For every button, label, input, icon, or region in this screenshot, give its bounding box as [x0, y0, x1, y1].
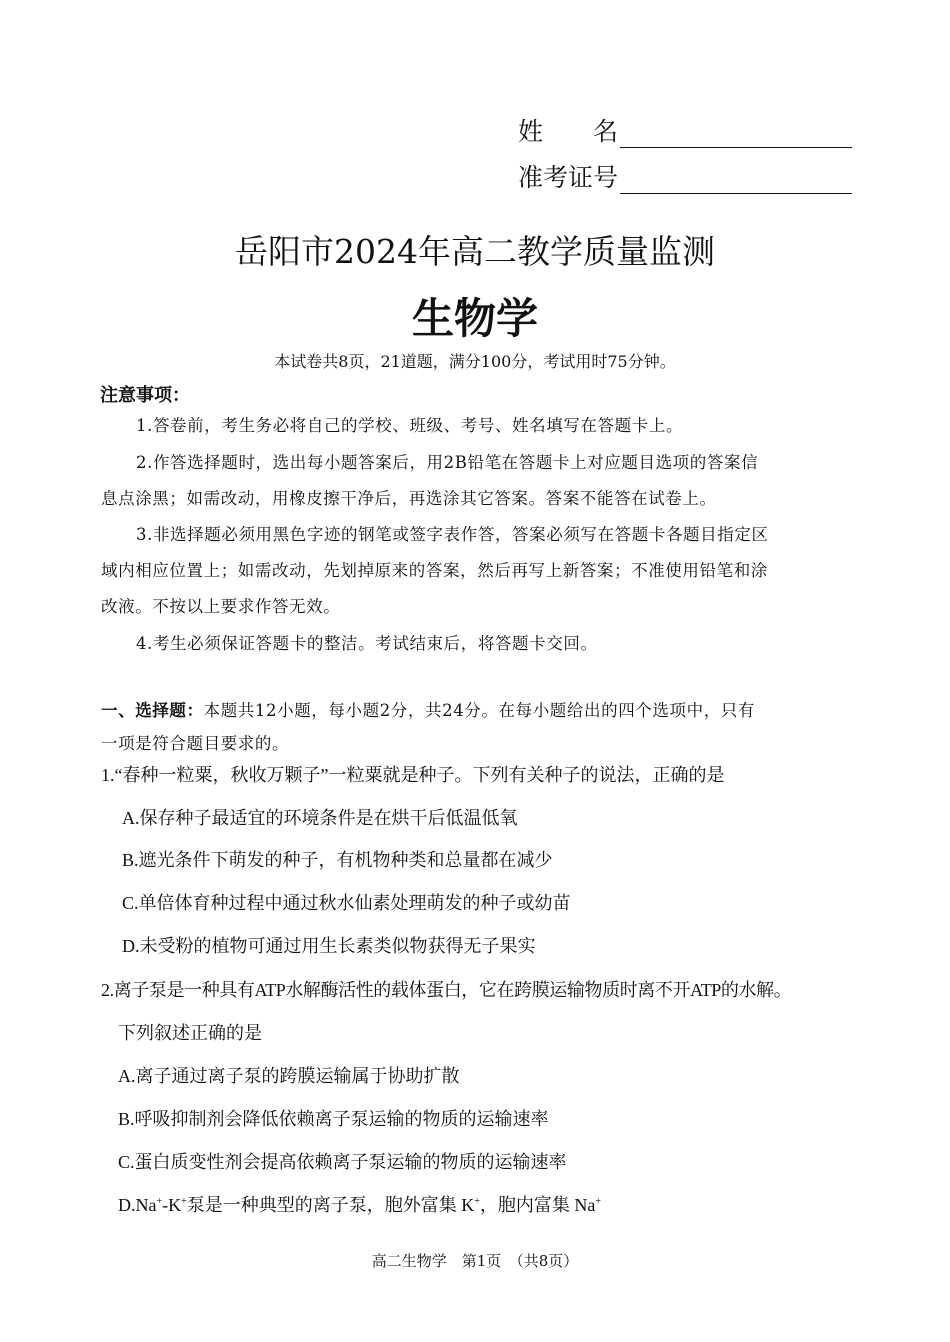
section-1-line-2: 一项是符合题目要求的。 [101, 734, 290, 753]
section-1-line-1 [101, 697, 755, 721]
notice-heading: 注意事项： [100, 385, 190, 406]
notice-item-2-line-2: 息点涂黑；如需改动，用橡皮擦干净后，再选涂其它答案。答案不能答在试卷上。 [101, 489, 717, 508]
section-1-heading: 一、选择题： [101, 701, 204, 720]
exam-id-label: 准考证号 [518, 163, 619, 192]
q1-stem: 1.“春种一粒粟，秋收万颗子”一粒粟就是种子。下列有关种子的说法，正确的是 [101, 765, 725, 785]
q1-option-c: C.单倍体育种过程中通过秋水仙素处理萌发的种子或幼苗 [122, 893, 571, 913]
section-1-desc: 本题共12小题，每小题2分，共24分。在每小题给出的四个选项中，只有 [203, 701, 755, 720]
exam-summary: 本试卷共8页，21道题，满分100分，考试用时75分钟。 [274, 352, 676, 371]
q2-d-text-4: ，胞内富集 Na [479, 1195, 596, 1215]
notice-item-3-line-3: 改液。不按以上要求作答无效。 [101, 597, 341, 616]
q1-option-b: B.遮光条件下萌发的种子，有机物种类和总量都在减少 [122, 850, 553, 870]
q2-d-text-3: 泵是一种典型的离子泵，胞外富集 K [186, 1195, 475, 1215]
exam-id-field[interactable] [518, 158, 852, 194]
q1-option-a: A.保存种子最适宜的环境条件是在烘干后低温低氧 [122, 808, 518, 828]
notice-item-1: 1.答卷前，考生务必将自己的学校、班级、考号、姓名填写在答题卡上。 [136, 416, 684, 435]
q2-d-sup-2: + [181, 1196, 187, 1207]
exam-id-blank[interactable] [620, 165, 852, 194]
name-field[interactable] [518, 112, 852, 148]
q2-stem-line-2: 下列叙述正确的是 [118, 1023, 262, 1043]
q2-d-text-1: D.Na [118, 1195, 157, 1215]
q2-d-sup-1: + [156, 1196, 163, 1207]
page-footer: 高二生物学 第1页 （共8页） [371, 1252, 579, 1270]
notice-item-4: 4.考生必须保证答题卡的整洁。考试结束后，将答题卡交回。 [136, 634, 598, 653]
notice-item-3-line-1: 3.非选择题必须用黑色字迹的钢笔或签字表作答，答案必须写在答题卡各题目指定区 [136, 525, 769, 544]
q2-option-b: B.呼吸抑制剂会降低依赖离子泵运输的物质的运输速率 [118, 1109, 549, 1129]
exam-title: 岳阳市2024年高二教学质量监测 [235, 232, 715, 271]
q2-option-d [118, 1191, 601, 1217]
q2-option-a: A.离子通过离子泵的跨膜运输属于协助扩散 [118, 1066, 460, 1086]
q1-option-d: D.未受粉的植物可通过用生长素类似物获得无子果实 [122, 936, 536, 956]
q2-d-sup-3: + [474, 1196, 480, 1207]
notice-item-3-line-2: 域内相应位置上；如需改动，先划掉原来的答案，然后再写上新答案；不准使用铅笔和涂 [101, 561, 768, 580]
q2-d-sup-4: + [595, 1196, 602, 1207]
notice-item-2-line-1: 2.作答选择题时，选出每小题答案后，用2B铅笔在答题卡上对应题目选项的答案信 [136, 453, 759, 472]
name-label: 姓 名 [518, 117, 619, 146]
q2-stem-line-1: 2.离子泵是一种具有ATP水解酶活性的载体蛋白，它在跨膜运输物质时离不开ATP的水解。 [101, 980, 792, 1000]
q2-option-c: C.蛋白质变性剂会提高依赖离子泵运输的物质的运输速率 [118, 1152, 567, 1172]
q2-d-text-2: -K [162, 1195, 182, 1215]
name-blank[interactable] [620, 119, 852, 148]
subject-title: 生物学 [411, 294, 538, 343]
